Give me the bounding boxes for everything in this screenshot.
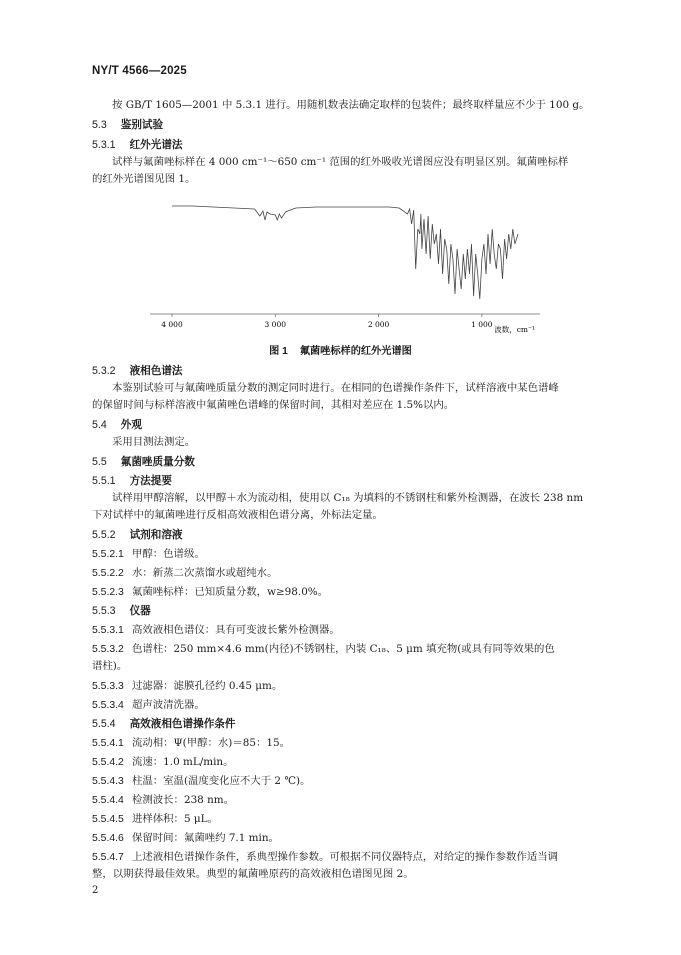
clause-number: 5.5.3.3 xyxy=(92,681,124,692)
clause-text: 柱温：室温(温度变化应不大于 2 ℃)。 xyxy=(132,775,311,787)
paragraph-method-line-2: 下对试样中的氟菌唑进行反相高效液相色谱分离，外标法定量。 xyxy=(92,509,383,521)
section-heading-5-5-4 xyxy=(92,717,622,731)
section-heading-5-3-2 xyxy=(92,364,622,378)
clause-5-5-3-3 xyxy=(92,679,622,694)
clause-5-5-4-5 xyxy=(92,812,622,827)
paragraph-method-line-1: 试样用甲醇溶解，以甲醇＋水为流动相，使用以 C₁₈ 为填料的不锈钢柱和紫外检测器，在波长 238 nm xyxy=(112,492,584,504)
section-heading-5-5-3 xyxy=(92,604,622,618)
section-number: 5.3.2 xyxy=(92,365,116,377)
clause-text: 保留时间：氟菌唑约 7.1 min。 xyxy=(132,832,279,844)
clause-5-5-3-2 xyxy=(92,642,622,657)
clause-5-5-4-1 xyxy=(92,736,622,751)
section-number: 5.4 xyxy=(92,419,107,431)
clause-text: 水：新蒸二次蒸馏水或超纯水。 xyxy=(132,567,278,579)
clause-5-5-4-7-continued: 整，以期获得最佳效果。典型的氟菌唑原药的高效液相色谱图见图 2。 xyxy=(92,868,414,880)
clause-number: 5.5.3.1 xyxy=(92,625,124,636)
section-title: 红外光谱法 xyxy=(129,139,183,151)
clause-text: 超声波清洗器。 xyxy=(132,699,205,711)
x-axis-ticks xyxy=(161,314,493,329)
clause-number: 5.5.2.2 xyxy=(92,568,124,579)
x-tick-label: 4 000 xyxy=(161,320,183,329)
x-tick-label: 2 000 xyxy=(367,320,390,329)
spectrum-line xyxy=(172,206,518,299)
clause-number: 5.5.3.2 xyxy=(92,644,124,655)
figure-caption-text: 氟菌唑标样的红外光谱图 xyxy=(299,346,412,357)
clause-text: 过滤器：滤膜孔径约 0.45 μm。 xyxy=(132,680,283,692)
section-number: 5.5 xyxy=(92,456,107,468)
clause-number: 5.5.4.4 xyxy=(92,795,124,806)
section-title: 高效液相色谱操作条件 xyxy=(129,718,236,730)
clause-number: 5.5.3.4 xyxy=(92,700,124,711)
x-tick-label: 3 000 xyxy=(264,320,287,329)
section-heading-5-4 xyxy=(92,418,622,432)
figure-1-caption xyxy=(0,342,681,357)
clause-number: 5.5.4.2 xyxy=(92,757,124,768)
clause-text: 高效液相色谱仪：具有可变波长紫外检测器。 xyxy=(132,624,340,636)
section-title: 外观 xyxy=(120,419,142,431)
clause-text: 流动相：Ψ(甲醇：水)＝85：15。 xyxy=(132,737,290,749)
clause-5-5-3-4 xyxy=(92,698,622,713)
section-title: 氟菌唑质量分数 xyxy=(120,456,195,468)
section-title: 仪器 xyxy=(129,605,151,617)
paragraph-ir-line-2: 的红外光谱图见图 1。 xyxy=(92,173,196,185)
clause-number: 5.5.4.1 xyxy=(92,738,124,749)
clause-5-5-4-3 xyxy=(92,774,622,789)
section-title: 试剂和溶液 xyxy=(129,529,183,541)
section-number: 5.5.4 xyxy=(92,718,116,730)
section-heading-5-5-2 xyxy=(92,528,622,542)
section-heading-5-3-1 xyxy=(92,138,622,152)
section-number: 5.3 xyxy=(92,119,107,131)
clause-5-5-4-6 xyxy=(92,831,622,846)
section-heading-5-3 xyxy=(92,118,622,132)
x-tick-label: 1 000 xyxy=(471,320,493,329)
clause-5-5-3-2-continued: 谱柱)。 xyxy=(92,660,128,672)
section-number: 5.5.3 xyxy=(92,605,116,617)
clause-number: 5.5.2.1 xyxy=(92,549,124,560)
ir-spectrum-chart xyxy=(150,196,550,336)
section-heading-5-5 xyxy=(92,455,622,469)
clause-text: 氟菌唑标样：已知质量分数，w≥98.0%。 xyxy=(132,586,329,598)
clause-text: 色谱柱：250 mm×4.6 mm(内径)不锈钢柱，内装 C₁₈、5 μm 填充物(或具有同等效果的色 xyxy=(132,643,555,655)
section-title: 液相色谱法 xyxy=(129,365,183,377)
paragraph-lc-line-1: 本鉴别试验可与氟菌唑质量分数的测定同时进行。在相同的色谱操作条件下，试样溶液中某色谱峰 xyxy=(112,382,559,394)
section-heading-5-5-1 xyxy=(92,474,622,488)
page-number: 2 xyxy=(92,885,99,896)
section-title: 鉴别试验 xyxy=(120,119,164,131)
section-title: 方法提要 xyxy=(129,475,172,487)
paragraph-ir-line-1: 试样与氟菌唑标样在 4 000 cm⁻¹～650 cm⁻¹ 范围的红外吸收光谱图应没有明显区别。氟菌唑标样 xyxy=(112,156,569,168)
clause-5-5-4-4 xyxy=(92,793,622,808)
clause-5-5-4-2 xyxy=(92,755,622,770)
section-number: 5.5.2 xyxy=(92,529,116,541)
clause-5-5-2-2 xyxy=(92,566,622,581)
clause-number: 5.5.4.3 xyxy=(92,776,124,787)
clause-text: 上述液相色谱操作条件，系典型操作参数。可根据不同仪器特点，对给定的操作参数作适当调 xyxy=(132,851,559,863)
clause-number: 5.5.4.7 xyxy=(92,852,124,863)
clause-number: 5.5.4.5 xyxy=(92,814,124,825)
figure-label: 图 1 xyxy=(269,346,288,357)
clause-5-5-3-1 xyxy=(92,623,622,638)
clause-number: 5.5.2.3 xyxy=(92,587,124,598)
clause-number: 5.5.4.6 xyxy=(92,833,124,844)
standard-code: NY/T 4566—2025 xyxy=(92,65,187,77)
paragraph-sampling: 按 GB/T 1605—2001 中 5.3.1 进行。用随机数表法确定取样的包装件；最终取样量应不少于 100 g。 xyxy=(112,99,590,111)
clause-5-5-4-7 xyxy=(92,850,622,865)
clause-5-5-2-3 xyxy=(92,585,622,600)
clause-text: 检测波长：238 nm。 xyxy=(132,794,235,806)
x-axis-unit-label: 波数，cm⁻¹ xyxy=(494,325,535,334)
paragraph-appearance: 采用目测法测定。 xyxy=(112,436,196,448)
paragraph-lc-line-2: 的保留时间与标样溶液中氟菌唑色谱峰的保留时间，其相对差应在 1.5%以内。 xyxy=(92,399,455,411)
spectrum-line-layer xyxy=(172,206,518,299)
clause-5-5-2-1 xyxy=(92,547,622,562)
section-number: 5.5.1 xyxy=(92,475,116,487)
clause-text: 甲醇：色谱级。 xyxy=(132,548,205,560)
section-number: 5.3.1 xyxy=(92,139,116,151)
clause-text: 流速：1.0 mL/min。 xyxy=(132,756,234,768)
clause-text: 进样体积：5 μL。 xyxy=(132,813,218,825)
